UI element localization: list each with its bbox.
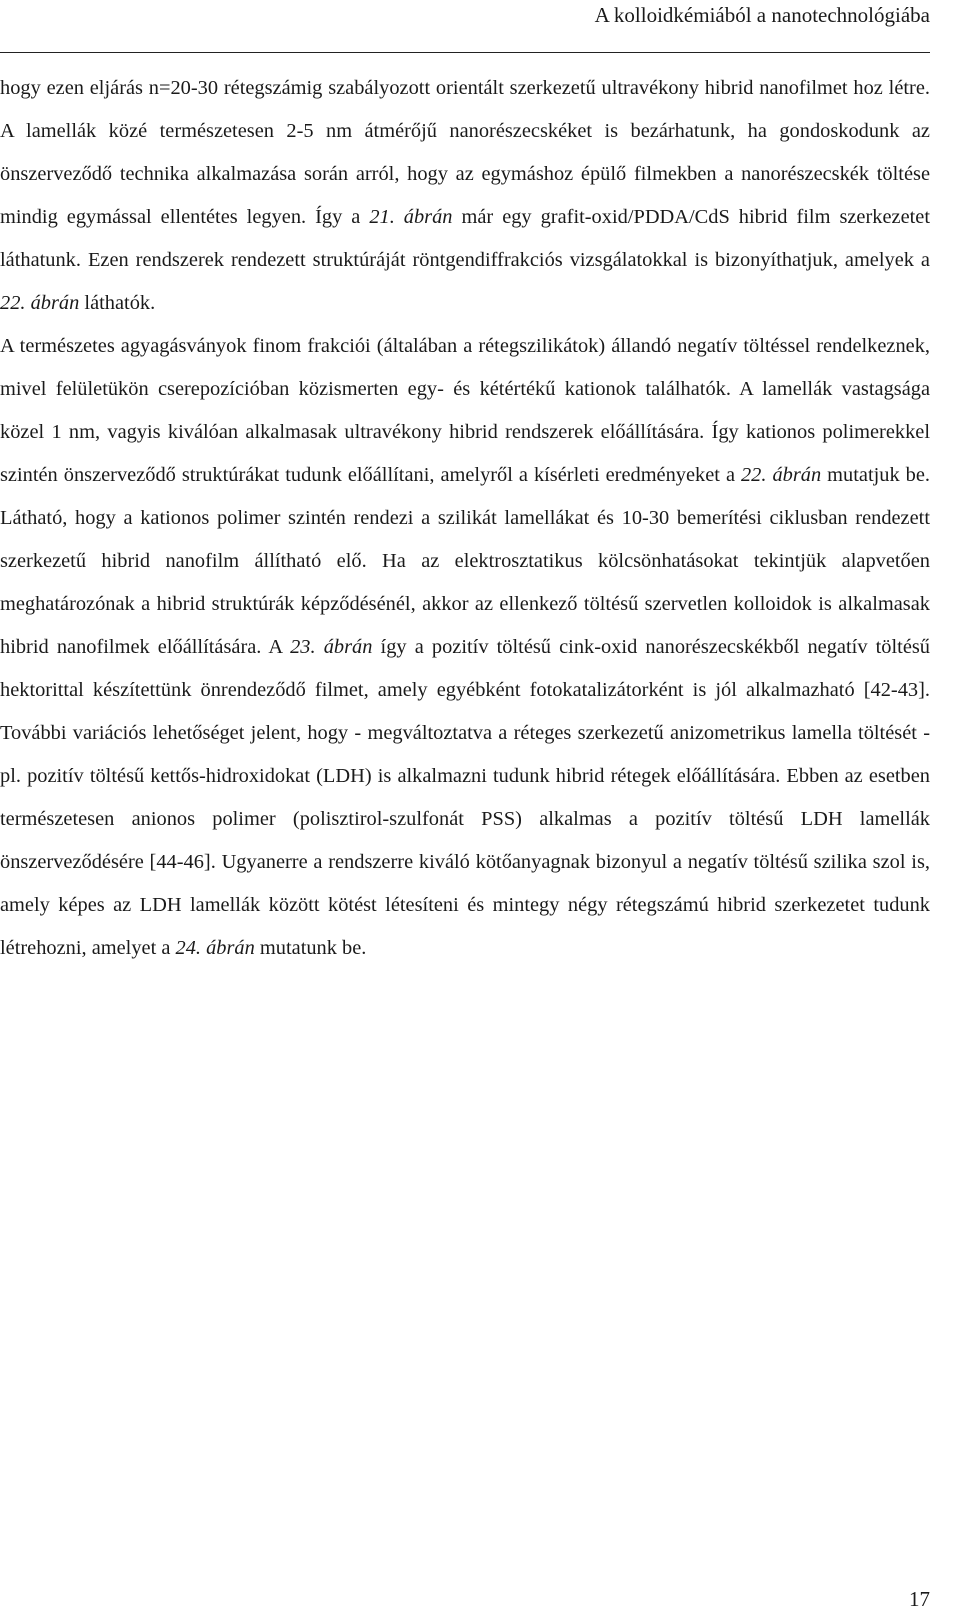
body-text [0,67,930,970]
header-title: A kolloidkémiából a nanotechnológiába [594,3,930,27]
figure-reference: 23. ábrán [290,636,373,658]
text-run: mutatunk be. [254,937,367,959]
figure-reference: 22. ábrán [0,292,80,314]
paragraph-2 [0,325,930,970]
paragraph-1 [0,67,930,325]
running-header [0,0,930,53]
text-run: A természetes agyagásványok finom frakciói (általában a rétegszilikátok) állandó negatív töltéssel rendelkeznek, mivel felületükön cserepozícióban közismerten egy- és kétértékű kationok találhatók. A lamellák vastagsága közel 1 nm, vagyis kiválóan alkalmasak ultravékony hibrid rendszerek előállítására. Így kationos polimerekkel szintén önszerveződő struktúrákat tudunk előállítani, amelyről a kísérleti eredményeket a [0,335,930,486]
page-number: 17 [909,1587,930,1611]
text-run: hogy ezen eljárás n=20-30 rétegszámig szabályozott orientált szerkezetű ultravékony hibrid nanofilmet hoz létre. A lamellák közé természetesen 2-5 nm átmérőjű nanorészecskéket is bezárhatunk, ha gondoskodunk az önszerveződő technika alkalmazása során arról, hogy az egymáshoz épülő filmekben a nanorészecskék töltése mindig egymással ellentétes legyen. Így a [0,77,930,228]
text-run: láthatók. [79,292,156,314]
text-run: mutatjuk be. Látható, hogy a kationos polimer szintén rendezi a szilikát lamellákat és 10-30 bemerítési ciklusban rendezett szerkezetű hibrid nanofilm állítható elő. Ha az elektrosztatikus kölcsönhatásokat tekintjük alapvetően meghatározónak a hibrid struktúrák képződésénél, akkor az ellenkező töltésű szervetlen kolloidok is alkalmasak hibrid nanofilmek előállítására. A [0,464,930,658]
text-run: így a pozitív töltésű cink-oxid nanorészecskékből negatív töltésű hektorittal készítettünk önrendeződő filmet, amely egyébként fotokatalizátorként is jól alkalmazható [42-43]. További variációs lehetőséget jelent, hogy - megváltoztatva a réteges szerkezetű anizometrikus lamella töltését - pl. pozitív töltésű kettős-hidroxidokat (LDH) is alkalmazni tudunk hibrid rétegek előállítására. Ebben az esetben természetesen anionos polimer (polisztirol-szulfonát PSS) alkalmas a pozitív töltésű LDH lamellák önszerveződésére [44-46]. Ugyanerre a rendszerre kiváló kötőanyagnak bizonyul a negatív töltésű szilika szol is, amely képes az LDH lamellák között kötést létesíteni és mintegy négy rétegszámú hibrid szerkezetet tudunk létrehozni, amelyet a [0,636,930,959]
text-run: már egy grafit-oxid/PDDA/CdS hibrid film szerkezetet láthatunk. Ezen rendszerek rendezett struktúráját röntgendiffrakciós vizsgálatokkal is bizonyíthatjuk, amelyek a [0,206,930,271]
figure-reference: 24. ábrán [175,937,255,959]
figure-reference: 21. ábrán [369,206,453,228]
figure-reference: 22. ábrán [740,464,822,486]
